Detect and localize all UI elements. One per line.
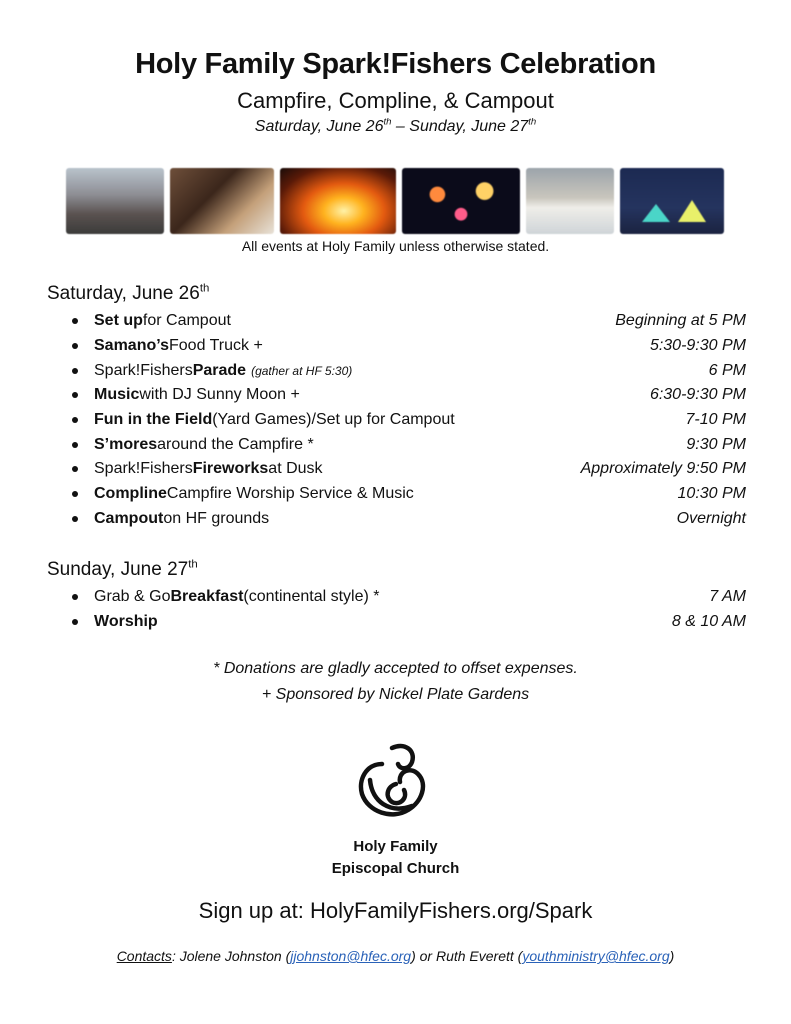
contacts-line xyxy=(0,948,791,964)
event-time: 5:30-9:30 PM xyxy=(649,337,746,355)
saturday-heading-suffix: th xyxy=(199,282,210,295)
saturday-event-item xyxy=(72,507,746,532)
email-link-youthministry[interactable]: youthministry@hfec.org xyxy=(522,948,670,964)
event-time: 6:30-9:30 PM xyxy=(649,386,746,404)
event-time: Beginning at 5 PM xyxy=(615,312,746,330)
saturday-event-item xyxy=(72,383,746,408)
saturday-event-item xyxy=(72,334,746,359)
date-saturday: Saturday, June 26 xyxy=(254,118,384,135)
tents-photo xyxy=(620,168,724,234)
bullet-icon xyxy=(72,417,78,423)
event-name: Fireworks xyxy=(192,460,269,478)
bullet-icon xyxy=(72,594,78,600)
event-description xyxy=(72,312,231,330)
tent-icon xyxy=(678,200,706,222)
saturday-heading-text: Saturday, June 26 xyxy=(47,283,200,304)
event-description xyxy=(72,436,314,454)
saturday-event-item xyxy=(72,482,746,507)
event-name: Music xyxy=(94,386,140,404)
page-title: Holy Family Spark!Fishers Celebration xyxy=(135,48,656,80)
footnotes xyxy=(0,656,791,708)
event-description xyxy=(72,510,269,528)
event-description xyxy=(72,485,414,503)
event-time: Approximately 9:50 PM xyxy=(580,460,746,478)
saturday-heading xyxy=(47,283,209,305)
event-dates xyxy=(0,118,791,136)
event-time: 7-10 PM xyxy=(685,411,746,429)
bullet-icon xyxy=(72,619,78,625)
event-time: 6 PM xyxy=(708,361,746,379)
event-name: Samano’s xyxy=(94,337,169,355)
bullet-icon xyxy=(72,318,78,324)
event-name: Set up xyxy=(94,312,143,330)
event-detail: on HF grounds xyxy=(163,509,270,527)
event-prefix: Spark!Fishers xyxy=(94,460,193,478)
event-detail: Campfire Worship Service & Music xyxy=(166,485,414,503)
sponsor-note: + Sponsored by Nickel Plate Gardens xyxy=(261,686,530,703)
event-detail: for Campout xyxy=(142,312,231,330)
org-name-line1: Holy Family xyxy=(353,838,438,855)
fireworks-photo xyxy=(402,168,520,234)
date-sunday-suffix: th xyxy=(528,116,537,128)
event-detail: around the Campfire * xyxy=(157,435,314,453)
bullet-icon xyxy=(72,343,78,349)
saturday-event-item xyxy=(72,432,746,457)
contacts-text-1: : Jolene Johnston ( xyxy=(171,948,291,964)
contacts-text-3: ) xyxy=(669,948,675,964)
event-name: Fun in the Field xyxy=(94,411,213,429)
event-name: Compline xyxy=(94,485,167,503)
event-detail: at Dusk xyxy=(268,460,323,478)
event-description xyxy=(72,613,158,631)
photo-strip xyxy=(66,168,728,234)
event-time: Overnight xyxy=(676,509,746,527)
date-separator: – xyxy=(391,118,410,135)
event-detail: Food Truck + xyxy=(169,337,263,355)
bullet-icon xyxy=(72,392,78,398)
date-sunday: Sunday, June 27 xyxy=(409,118,529,135)
contacts-label: Contacts xyxy=(116,948,172,964)
bullet-icon xyxy=(72,466,78,472)
event-note: (gather at HF 5:30) xyxy=(251,363,353,378)
smores-photo xyxy=(170,168,274,234)
contacts-text-2: ) or Ruth Everett ( xyxy=(411,948,523,964)
saturday-event-list xyxy=(72,309,746,531)
org-name-line2: Episcopal Church xyxy=(331,860,460,877)
page-subtitle: Campfire, Compline, & Campout xyxy=(237,88,554,113)
event-description xyxy=(72,337,263,355)
sunday-heading-suffix: th xyxy=(188,558,198,571)
event-prefix: Spark!Fishers xyxy=(94,361,193,379)
bullet-icon xyxy=(72,442,78,448)
compline-book-photo xyxy=(526,168,614,234)
event-name: Campout xyxy=(94,509,164,527)
sunday-event-list xyxy=(72,585,746,634)
event-time: 8 & 10 AM xyxy=(671,613,746,631)
event-description xyxy=(72,460,323,478)
event-detail: (continental style) * xyxy=(243,588,380,606)
location-note: All events at Holy Family unless otherwise stated. xyxy=(241,238,550,254)
holy-family-logo-icon xyxy=(352,740,440,832)
event-description xyxy=(72,588,379,606)
bullet-icon xyxy=(72,491,78,497)
sunday-event-item xyxy=(72,610,746,635)
campfire-photo xyxy=(280,168,396,234)
event-name: S’mores xyxy=(94,435,158,453)
event-time: 7 AM xyxy=(709,588,746,606)
event-time: 10:30 PM xyxy=(677,485,746,503)
tent-icon xyxy=(642,204,670,222)
saturday-event-item xyxy=(72,358,746,383)
event-detail: (Yard Games)/Set up for Campout xyxy=(212,411,455,429)
saturday-event-item xyxy=(72,457,746,482)
sunday-heading-text: Sunday, June 27 xyxy=(47,559,189,580)
sunday-event-item xyxy=(72,585,746,610)
event-name: Breakfast xyxy=(170,588,244,606)
event-name: Worship xyxy=(94,613,158,631)
bullet-icon xyxy=(72,368,78,374)
bullet-icon xyxy=(72,516,78,522)
event-description xyxy=(72,362,352,380)
parade-photo xyxy=(66,168,164,234)
saturday-event-item xyxy=(72,309,746,334)
event-name: Parade xyxy=(192,361,247,379)
email-link-jjohnston[interactable]: jjohnston@hfec.org xyxy=(290,948,412,964)
signup-text: Sign up at: HolyFamilyFishers.org/Spark xyxy=(198,898,593,923)
sunday-heading xyxy=(47,559,198,581)
event-description xyxy=(72,411,455,429)
donations-note: * Donations are gladly accepted to offset expenses. xyxy=(213,660,578,677)
event-detail: with DJ Sunny Moon + xyxy=(139,386,300,404)
event-prefix: Grab & Go xyxy=(94,588,171,606)
event-time: 9:30 PM xyxy=(686,435,746,453)
date-saturday-suffix: th xyxy=(383,116,392,128)
saturday-event-item xyxy=(72,408,746,433)
event-description xyxy=(72,386,300,404)
